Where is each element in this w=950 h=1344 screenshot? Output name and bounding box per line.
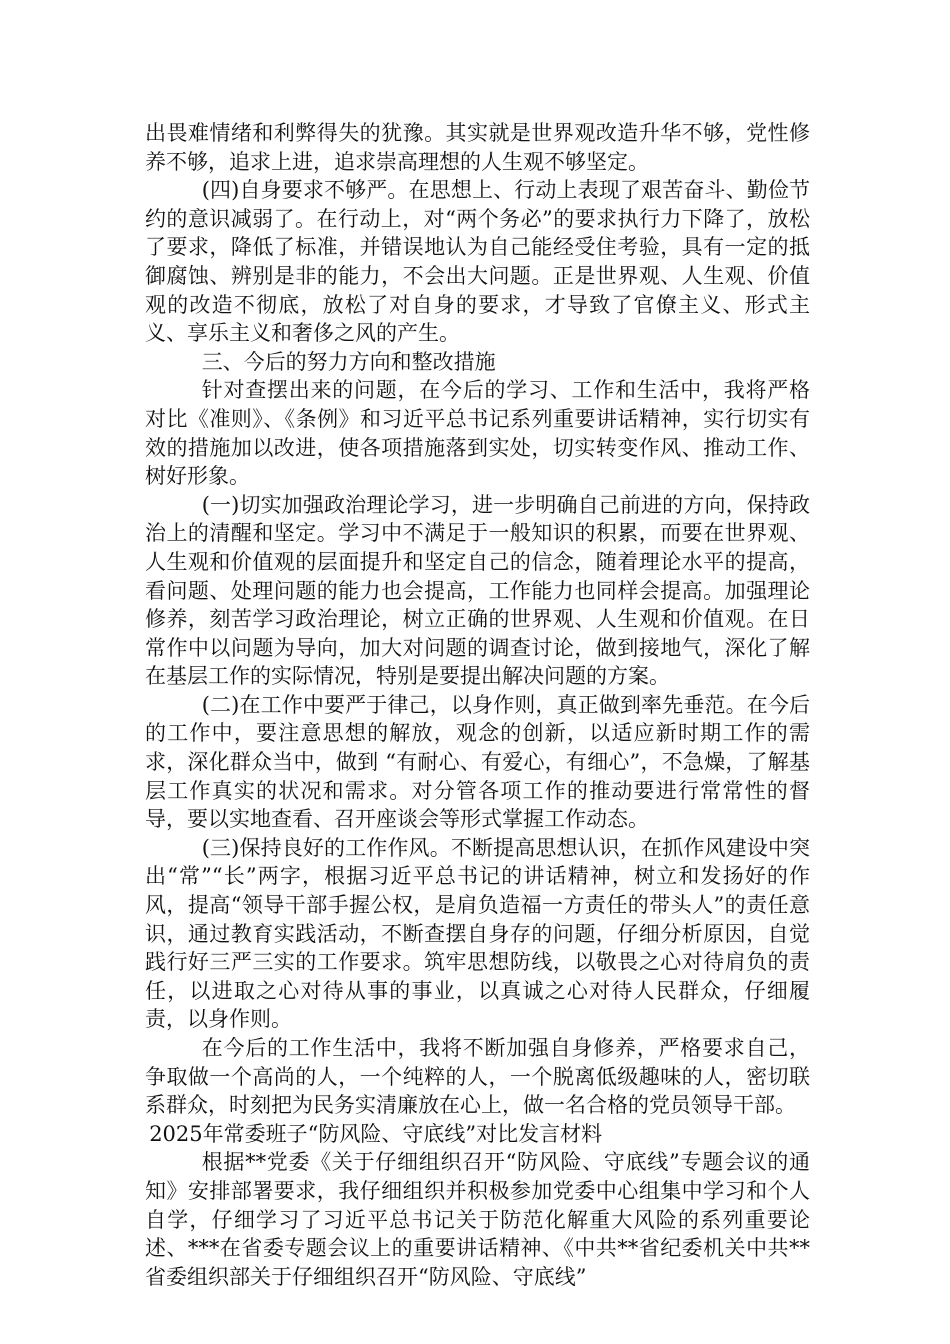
paragraph-measure-two: (二)在工作中要严于律己，以身作则，真正做到率先垂范。在今后的工作中，要注意思想的解放，观念的创新，以适应新时期工作的需求，深化群众当中，做到 “有耐心、有爱心，有细心”，不急燥，了解基层工作真实的状况和需求。对分管各项工作的推动要进行常常性的督导，要以实地查看、召开座谈会等形式掌握工作动态。 bbox=[145, 692, 810, 832]
paragraph-new-document-intro: 根据**党委《关于仔细组织召开“防风险、守底线”专题会议的通知》安排部署要求，我仔细组织并积极参加党委中心组集中学习和个人自学，仔细学习了习近平总书记关于防范化解重大风险的系列重要论述、***在省委专题会议上的重要讲话精神、《中共**省纪委机关中共**省委组织部关于仔细组织召开“防风险、守底线” bbox=[145, 1150, 810, 1289]
paragraph-conclusion: 在今后的工作生活中，我将不断加强自身修养，严格要求自己，争取做一个高尚的人，一个纯粹的人，一个脱离低级趣味的人，密切联系群众，时刻把为民务实清廉放在心上，做一名合格的党员领导干部。 bbox=[145, 1036, 810, 1118]
paragraph-measure-one: (一)切实加强政治理论学习，进一步明确自己前进的方向，保持政治上的清醒和坚定。学习中不满足于一般知识的积累，而要在世界观、人生观和价值观的层面提升和坚定自己的信念，随着理论水平的提高，看问题、处理问题的能力也会提高，工作能力也同样会提高。加强理论修养，刻苦学习政治理论，树立正确的世界观、人生观和价值观。在日常作中以问题为导向，加大对问题的调查讨论，做到接地气，深化了解在基层工作的实际情况，特别是要提出解决问题的方案。 bbox=[145, 492, 810, 689]
section-heading-three: 三、今后的努力方向和整改措施 bbox=[201, 349, 496, 374]
paragraph-measure-three: (三)保持良好的工作作风。不断提高思想认识，在抓作风建设中突出“常”“长”两字，根据习近平总书记的讲话精神，树立和发扬好的作风，提高“领导干部手握公权，是肩负造福一方责任的带头人”的责任意识，通过教育实践活动，不断查摆自身存的问题，仔细分析原因，自觉践行好三严三实的工作要求。筑牢思想防线，以敬畏之心对待肩负的责任，以进取之心对待从事的事业，以真诚之心对待人民群众，仔细履责，以身作则。 bbox=[145, 835, 810, 1032]
paragraph-intro-measures: 针对查摆出来的问题，在今后的学习、工作和生活中，我将严格对比《准则》、《条例》和习近平总书记系列重要讲话精神，实行切实有效的措施加以改进，使各项措施落到实处，切实转变作风、推动工作、树好形象。 bbox=[145, 378, 810, 489]
paragraph-continuation: 出畏难情绪和利弊得失的犹豫。其实就是世界观改造升华不够，党性修养不够，追求上进，追求崇高理想的人生观不够坚定。 bbox=[145, 121, 810, 174]
document-subtitle: 2025年常委班子“防风险、守底线”对比发言材料 bbox=[149, 1121, 603, 1146]
document-body bbox=[145, 119, 810, 1291]
paragraph-section-four: (四)自身要求不够严。在思想上、行动上表现了艰苦奋斗、勤俭节约的意识减弱了。在行动上，对“两个务必”的要求执行力下降了，放松了要求，降低了标准，并错误地认为自己能经受住考验，具有一定的抵御腐蚀、辨别是非的能力，不会出大问题。正是世界观、人生观、价值观的改造不彻底，放松了对自身的要求，才导致了官僚主义、形式主义、享乐主义和奢侈之风的产生。 bbox=[145, 178, 810, 346]
